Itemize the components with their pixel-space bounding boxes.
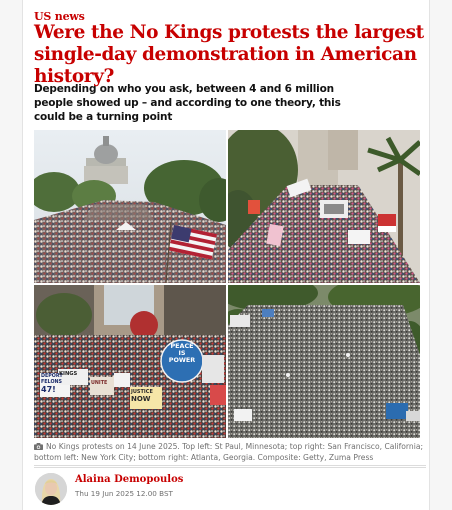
sign-now-text: NOW bbox=[131, 395, 151, 403]
standfirst: Depending on who you ask, between 4 and 6 million people showed up – and according to one theory, this could be a turning point bbox=[34, 83, 341, 123]
sign-justice-text: JUSTICE bbox=[131, 389, 153, 395]
publish-date: Thu 19 Jun 2025 12.00 BST bbox=[75, 489, 173, 498]
headline: Were the No Kings protests the largest single-day demonstration in American history? bbox=[34, 22, 424, 87]
composite-photo[interactable] bbox=[34, 130, 420, 438]
caption-text: No Kings protests on 14 June 2025. Top left: St Paul, Minnesota; top right: San Francisco, California; bottom left: New York City; bottom right: Atlanta, Georgia. Composite: Getty, Zuma Press bbox=[34, 442, 424, 462]
photo-st-paul bbox=[34, 130, 226, 283]
sign-peace-is-power bbox=[161, 343, 203, 364]
sign-peace-text: PEACE bbox=[170, 342, 194, 350]
camera-icon bbox=[34, 443, 43, 450]
sign-deport bbox=[41, 374, 71, 394]
sign-justice-now bbox=[131, 389, 161, 403]
author-name[interactable]: Alaina Demopoulos bbox=[75, 474, 184, 485]
article-page bbox=[22, 0, 430, 510]
sign-deport-text: DEPORT bbox=[41, 374, 63, 379]
author-avatar bbox=[35, 473, 67, 505]
sign-47-text: 47! bbox=[41, 385, 56, 395]
photo-san-francisco bbox=[228, 130, 420, 283]
sign-is-text: IS bbox=[178, 349, 186, 357]
byline-divider bbox=[34, 465, 426, 468]
photo-caption bbox=[34, 442, 426, 463]
sign-kings-text: KINGS bbox=[59, 371, 78, 377]
section-kicker[interactable]: US news bbox=[34, 10, 85, 23]
photo-atlanta bbox=[228, 285, 420, 438]
sign-power-text: POWER bbox=[168, 356, 196, 364]
sign-felons-text: FELONS bbox=[41, 379, 62, 385]
sign-kings bbox=[59, 371, 87, 377]
photo-new-york-city bbox=[34, 285, 226, 438]
sign-unite bbox=[91, 381, 115, 386]
sign-unite-text: UNITE bbox=[91, 381, 108, 386]
